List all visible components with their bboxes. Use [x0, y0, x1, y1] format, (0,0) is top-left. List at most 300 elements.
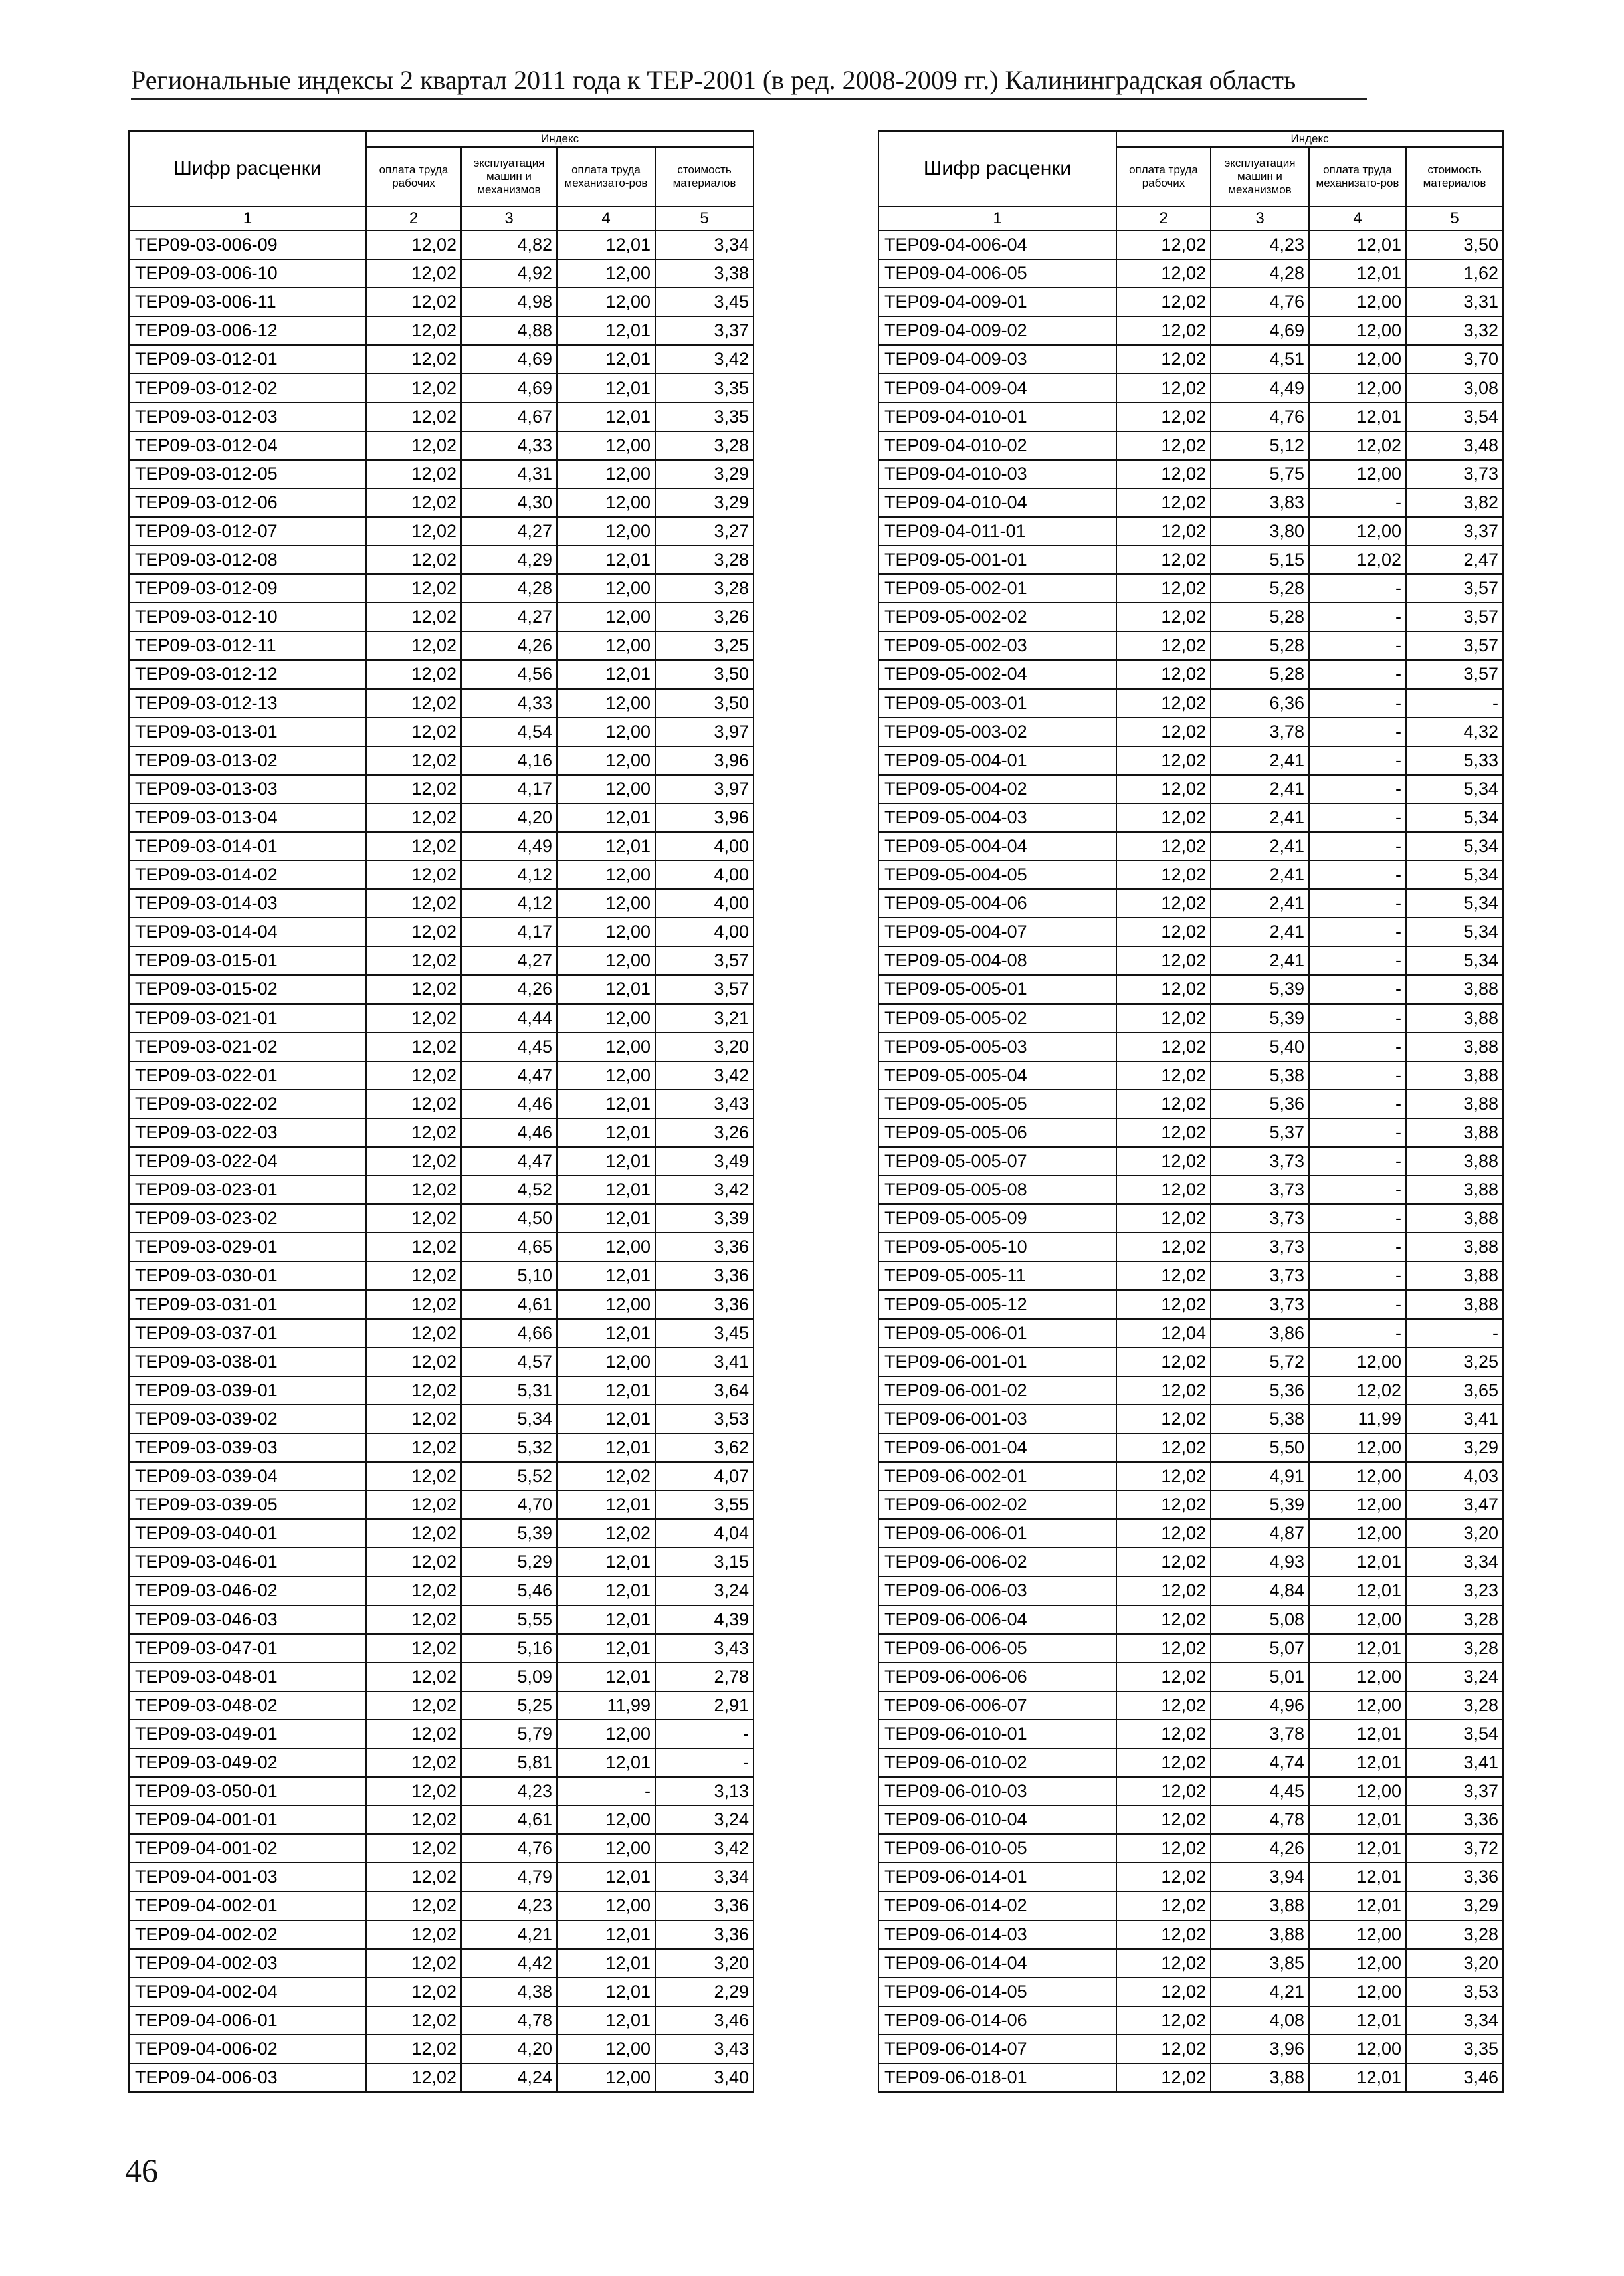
table-row [878, 2006, 1503, 2035]
table-row [878, 1891, 1503, 1920]
materials-index-cell: 3,34 [1406, 1548, 1503, 1576]
machines-index-cell: 5,28 [1211, 660, 1309, 688]
index-table-left [128, 130, 754, 2093]
materials-index-cell: 3,62 [655, 1433, 754, 1462]
materials-index-cell: 3,36 [1406, 1863, 1503, 1891]
machines-index-cell: 4,49 [461, 832, 557, 861]
labor-index-cell: 12,02 [366, 803, 461, 832]
materials-index-cell: 5,34 [1406, 946, 1503, 975]
rate-code-cell: ТЕР09-04-010-01 [878, 403, 1116, 431]
rate-code-cell: ТЕР09-04-001-01 [129, 1806, 366, 1834]
mech-labor-index-cell: 12,01 [557, 1118, 655, 1147]
table-row [129, 574, 754, 603]
mech-labor-index-cell: 12,01 [557, 1634, 655, 1663]
materials-index-cell: 4,03 [1406, 1462, 1503, 1491]
mech-labor-index-cell: - [1309, 1118, 1406, 1147]
machines-index-cell: 4,92 [461, 259, 557, 288]
materials-index-cell: 3,20 [1406, 1949, 1503, 1978]
mech-labor-index-cell: 12,00 [1309, 288, 1406, 316]
materials-index-cell: 3,88 [1406, 1233, 1503, 1261]
table-row [129, 660, 754, 688]
rate-code-cell: ТЕР09-06-006-02 [878, 1548, 1116, 1576]
machines-index-cell: 5,28 [1211, 603, 1309, 631]
machines-index-cell: 5,37 [1211, 1118, 1309, 1147]
machines-index-cell: 4,16 [461, 746, 557, 775]
labor-index-cell: 12,02 [1116, 1033, 1211, 1061]
table-row [878, 1576, 1503, 1605]
mech-labor-index-cell: 12,00 [557, 488, 655, 517]
table-row [878, 259, 1503, 288]
machines-index-cell: 5,38 [1211, 1061, 1309, 1090]
labor-index-cell: 12,02 [1116, 718, 1211, 746]
materials-index-cell: 3,28 [1406, 1605, 1503, 1634]
mech-labor-index-cell: 12,00 [1309, 373, 1406, 402]
machines-index-cell: 5,38 [1211, 1405, 1309, 1433]
labor-index-cell: 12,02 [366, 1233, 461, 1261]
labor-index-cell: 12,02 [1116, 1147, 1211, 1176]
mech-labor-index-cell: - [1309, 718, 1406, 746]
labor-index-cell: 12,02 [366, 1920, 461, 1949]
table-row [878, 889, 1503, 918]
column-number: 5 [1406, 207, 1503, 231]
materials-index-cell: 3,28 [1406, 1920, 1503, 1949]
machines-index-cell: 5,39 [1211, 975, 1309, 1003]
table-row [129, 861, 754, 889]
table-row [129, 231, 754, 259]
rate-code-cell: ТЕР09-06-010-04 [878, 1806, 1116, 1834]
table-row [878, 2035, 1503, 2063]
table-row [878, 918, 1503, 946]
rate-code-cell: ТЕР09-03-006-09 [129, 231, 366, 259]
table-row [878, 1462, 1503, 1491]
materials-index-cell: 3,57 [655, 975, 754, 1003]
table-row [878, 1634, 1503, 1663]
rate-code-cell: ТЕР09-05-006-01 [878, 1319, 1116, 1348]
machines-index-cell: 4,76 [461, 1834, 557, 1863]
table-row [878, 231, 1503, 259]
mech-labor-index-cell: - [1309, 746, 1406, 775]
table-row [129, 1663, 754, 1691]
machines-index-cell: 5,72 [1211, 1348, 1309, 1376]
mech-labor-index-cell: 12,00 [557, 689, 655, 718]
column-number: 3 [461, 207, 557, 231]
mech-labor-index-cell: - [1309, 832, 1406, 861]
labor-index-cell: 12,02 [366, 689, 461, 718]
table-row [129, 1920, 754, 1949]
table-row [129, 1204, 754, 1233]
table-row [129, 1691, 754, 1720]
machines-index-cell: 4,27 [461, 946, 557, 975]
header-mech-labor: оплата труда механизато-ров [1309, 147, 1406, 207]
mech-labor-index-cell: - [1309, 1261, 1406, 1290]
materials-index-cell: 3,28 [655, 546, 754, 574]
rate-code-cell: ТЕР09-06-010-03 [878, 1777, 1116, 1806]
mech-labor-index-cell: 12,00 [557, 861, 655, 889]
machines-index-cell: 4,56 [461, 660, 557, 688]
rate-code-cell: ТЕР09-03-014-02 [129, 861, 366, 889]
machines-index-cell: 4,47 [461, 1147, 557, 1176]
labor-index-cell: 12,02 [366, 1004, 461, 1033]
materials-index-cell: 3,25 [655, 631, 754, 660]
materials-index-cell: 3,65 [1406, 1376, 1503, 1405]
materials-index-cell: 2,91 [655, 1691, 754, 1720]
table-row [878, 574, 1503, 603]
rate-code-cell: ТЕР09-05-004-01 [878, 746, 1116, 775]
column-number: 5 [655, 207, 754, 231]
labor-index-cell: 12,02 [1116, 775, 1211, 803]
machines-index-cell: 4,27 [461, 603, 557, 631]
mech-labor-index-cell: 12,01 [557, 1261, 655, 1290]
machines-index-cell: 5,10 [461, 1261, 557, 1290]
labor-index-cell: 12,02 [366, 1147, 461, 1176]
rate-code-cell: ТЕР09-06-014-04 [878, 1949, 1116, 1978]
rate-code-cell: ТЕР09-05-005-05 [878, 1090, 1116, 1118]
table-row [878, 2063, 1503, 2092]
mech-labor-index-cell: 12,01 [1309, 2006, 1406, 2035]
materials-index-cell: 3,88 [1406, 975, 1503, 1003]
labor-index-cell: 12,02 [1116, 1405, 1211, 1433]
column-numbers-row [129, 207, 754, 231]
table-row [129, 1290, 754, 1318]
materials-index-cell: 3,42 [655, 1834, 754, 1863]
materials-index-cell: 3,21 [655, 1004, 754, 1033]
materials-index-cell: 3,27 [655, 517, 754, 546]
materials-index-cell: 3,28 [1406, 1634, 1503, 1663]
mech-labor-index-cell: 12,00 [557, 631, 655, 660]
mech-labor-index-cell: 12,01 [557, 975, 655, 1003]
table-row [129, 803, 754, 832]
rate-code-cell: ТЕР09-06-006-04 [878, 1605, 1116, 1634]
labor-index-cell: 12,02 [366, 861, 461, 889]
table-row [878, 1176, 1503, 1204]
rate-code-cell: ТЕР09-06-006-06 [878, 1663, 1116, 1691]
materials-index-cell: 3,96 [655, 746, 754, 775]
materials-index-cell: 3,43 [655, 1634, 754, 1663]
table-row [129, 975, 754, 1003]
machines-index-cell: 4,23 [461, 1891, 557, 1920]
mech-labor-index-cell: 12,01 [557, 345, 655, 373]
rate-code-cell: ТЕР09-03-006-10 [129, 259, 366, 288]
table-row [878, 316, 1503, 345]
labor-index-cell: 12,02 [1116, 1920, 1211, 1949]
materials-index-cell: 3,35 [655, 373, 754, 402]
mech-labor-index-cell: 12,00 [557, 746, 655, 775]
header-materials: стоимость материалов [1406, 147, 1503, 207]
machines-index-cell: 5,12 [1211, 431, 1309, 460]
labor-index-cell: 12,02 [1116, 1118, 1211, 1147]
materials-index-cell: 3,20 [1406, 1519, 1503, 1548]
rate-code-cell: ТЕР09-06-001-03 [878, 1405, 1116, 1433]
rate-code-cell: ТЕР09-04-001-03 [129, 1863, 366, 1891]
mech-labor-index-cell: 12,00 [557, 2063, 655, 2092]
labor-index-cell: 12,02 [366, 1433, 461, 1462]
table-row [878, 546, 1503, 574]
rate-code-cell: ТЕР09-06-014-05 [878, 1978, 1116, 2006]
materials-index-cell: 3,88 [1406, 1290, 1503, 1318]
machines-index-cell: 3,73 [1211, 1176, 1309, 1204]
machines-index-cell: 4,29 [461, 546, 557, 574]
header-materials: стоимость материалов [655, 147, 754, 207]
rate-code-cell: ТЕР09-04-002-04 [129, 1978, 366, 2006]
labor-index-cell: 12,02 [366, 1176, 461, 1204]
labor-index-cell: 12,02 [366, 403, 461, 431]
machines-index-cell: 4,38 [461, 1978, 557, 2006]
materials-index-cell: 3,40 [655, 2063, 754, 2092]
mech-labor-index-cell: 12,00 [1309, 1462, 1406, 1491]
labor-index-cell: 12,02 [366, 2063, 461, 2092]
machines-index-cell: 4,45 [461, 1033, 557, 1061]
table-row [878, 1405, 1503, 1433]
machines-index-cell: 2,41 [1211, 832, 1309, 861]
labor-index-cell: 12,02 [1116, 1834, 1211, 1863]
materials-index-cell: 3,38 [655, 259, 754, 288]
machines-index-cell: 3,88 [1211, 1891, 1309, 1920]
mech-labor-index-cell: 12,01 [1309, 1720, 1406, 1748]
rate-code-cell: ТЕР09-03-039-03 [129, 1433, 366, 1462]
machines-index-cell: 4,12 [461, 889, 557, 918]
materials-index-cell: 3,41 [655, 1348, 754, 1376]
machines-index-cell: 5,55 [461, 1605, 557, 1634]
materials-index-cell: 3,42 [655, 1061, 754, 1090]
table-row [129, 1634, 754, 1663]
machines-index-cell: 4,46 [461, 1118, 557, 1147]
materials-index-cell: 3,36 [655, 1290, 754, 1318]
table-row [878, 746, 1503, 775]
rate-code-cell: ТЕР09-05-005-04 [878, 1061, 1116, 1090]
machines-index-cell: 5,31 [461, 1376, 557, 1405]
machines-index-cell: 4,20 [461, 2035, 557, 2063]
labor-index-cell: 12,02 [1116, 1519, 1211, 1548]
machines-index-cell: 4,66 [461, 1319, 557, 1348]
machines-index-cell: 5,16 [461, 1634, 557, 1663]
machines-index-cell: 4,61 [461, 1806, 557, 1834]
rate-code-cell: ТЕР09-05-005-02 [878, 1004, 1116, 1033]
mech-labor-index-cell: - [1309, 889, 1406, 918]
mech-labor-index-cell: - [1309, 1233, 1406, 1261]
rate-code-cell: ТЕР09-03-022-02 [129, 1090, 366, 1118]
machines-index-cell: 5,36 [1211, 1376, 1309, 1405]
materials-index-cell: 3,57 [1406, 631, 1503, 660]
column-number: 4 [1309, 207, 1406, 231]
labor-index-cell: 12,02 [1116, 1748, 1211, 1777]
materials-index-cell: 5,34 [1406, 889, 1503, 918]
materials-index-cell: 3,36 [655, 1261, 754, 1290]
rate-code-cell: ТЕР09-03-048-01 [129, 1663, 366, 1691]
labor-index-cell: 12,02 [1116, 1978, 1211, 2006]
machines-index-cell: 4,24 [461, 2063, 557, 2092]
table-row [878, 1348, 1503, 1376]
materials-index-cell: 3,43 [655, 1090, 754, 1118]
rate-code-cell: ТЕР09-04-006-05 [878, 259, 1116, 288]
table-row [129, 1891, 754, 1920]
rate-code-cell: ТЕР09-03-012-02 [129, 373, 366, 402]
table-row [129, 1519, 754, 1548]
labor-index-cell: 12,02 [1116, 517, 1211, 546]
column-number: 1 [129, 207, 366, 231]
labor-index-cell: 12,02 [366, 1090, 461, 1118]
materials-index-cell: 3,41 [1406, 1748, 1503, 1777]
table-row [878, 1834, 1503, 1863]
table-row [129, 373, 754, 402]
table-row [129, 1548, 754, 1576]
materials-index-cell: 3,82 [1406, 488, 1503, 517]
labor-index-cell: 12,02 [1116, 1806, 1211, 1834]
materials-index-cell: 3,88 [1406, 1118, 1503, 1147]
labor-index-cell: 12,02 [366, 546, 461, 574]
machines-index-cell: 3,80 [1211, 517, 1309, 546]
rate-code-cell: ТЕР09-05-002-04 [878, 660, 1116, 688]
materials-index-cell: 3,49 [655, 1147, 754, 1176]
rate-code-cell: ТЕР09-03-012-09 [129, 574, 366, 603]
rate-code-cell: ТЕР09-04-010-03 [878, 460, 1116, 488]
mech-labor-index-cell: 12,02 [1309, 431, 1406, 460]
rate-code-cell: ТЕР09-03-050-01 [129, 1777, 366, 1806]
labor-index-cell: 12,02 [366, 1405, 461, 1433]
table-row [878, 517, 1503, 546]
rate-code-cell: ТЕР09-03-040-01 [129, 1519, 366, 1548]
materials-index-cell: - [655, 1720, 754, 1748]
mech-labor-index-cell: 12,00 [557, 517, 655, 546]
machines-index-cell: 4,91 [1211, 1462, 1309, 1491]
machines-index-cell: 4,23 [461, 1777, 557, 1806]
page-number: 46 [125, 2152, 158, 2189]
labor-index-cell: 12,02 [366, 1806, 461, 1834]
mech-labor-index-cell: 12,01 [557, 1605, 655, 1634]
machines-index-cell: 5,81 [461, 1748, 557, 1777]
machines-index-cell: 4,74 [1211, 1748, 1309, 1777]
labor-index-cell: 12,02 [366, 1777, 461, 1806]
labor-index-cell: 12,02 [1116, 832, 1211, 861]
labor-index-cell: 12,02 [1116, 259, 1211, 288]
mech-labor-index-cell: 12,01 [1309, 1548, 1406, 1576]
table-row [129, 775, 754, 803]
table-row [129, 1576, 754, 1605]
table-row [129, 1118, 754, 1147]
column-numbers-row [878, 207, 1503, 231]
mech-labor-index-cell: 12,01 [557, 373, 655, 402]
mech-labor-index-cell: 12,00 [557, 1290, 655, 1318]
table-row [129, 1004, 754, 1033]
mech-labor-index-cell: 12,00 [557, 1834, 655, 1863]
mech-labor-index-cell: 12,01 [1309, 231, 1406, 259]
labor-index-cell: 12,02 [366, 1462, 461, 1491]
rate-code-cell: ТЕР09-05-005-03 [878, 1033, 1116, 1061]
table-row [129, 1405, 754, 1433]
rate-code-cell: ТЕР09-03-021-01 [129, 1004, 366, 1033]
rate-code-cell: ТЕР09-03-012-08 [129, 546, 366, 574]
table-row [878, 832, 1503, 861]
mech-labor-index-cell: - [1309, 975, 1406, 1003]
index-table-right [878, 130, 1504, 2093]
machines-index-cell: 4,12 [461, 861, 557, 889]
materials-index-cell: 3,54 [1406, 1720, 1503, 1748]
materials-index-cell: 3,48 [1406, 431, 1503, 460]
mech-labor-index-cell: 12,00 [557, 1061, 655, 1090]
materials-index-cell: 4,07 [655, 1462, 754, 1491]
table-row [878, 689, 1503, 718]
mech-labor-index-cell: 12,00 [1309, 1433, 1406, 1462]
table-row [878, 1720, 1503, 1748]
table-row [129, 1777, 754, 1806]
mech-labor-index-cell: 12,01 [1309, 1576, 1406, 1605]
mech-labor-index-cell: 12,01 [557, 1576, 655, 1605]
rate-code-cell: ТЕР09-03-021-02 [129, 1033, 366, 1061]
machines-index-cell: 4,51 [1211, 345, 1309, 373]
machines-index-cell: 2,41 [1211, 775, 1309, 803]
table-row [878, 1949, 1503, 1978]
rate-code-cell: ТЕР09-06-014-06 [878, 2006, 1116, 2035]
table-row [878, 975, 1503, 1003]
labor-index-cell: 12,02 [366, 631, 461, 660]
rate-code-cell: ТЕР09-04-002-02 [129, 1920, 366, 1949]
rate-code-cell: ТЕР09-04-006-02 [129, 2035, 366, 2063]
materials-index-cell: 3,97 [655, 775, 754, 803]
table-row [878, 288, 1503, 316]
machines-index-cell: 4,28 [1211, 259, 1309, 288]
rate-code-cell: ТЕР09-06-010-05 [878, 1834, 1116, 1863]
materials-index-cell: 3,31 [1406, 288, 1503, 316]
table-header [129, 131, 754, 207]
rate-code-cell: ТЕР09-03-039-05 [129, 1491, 366, 1519]
materials-index-cell: 3,34 [655, 1863, 754, 1891]
table-header [878, 131, 1503, 207]
table-row [878, 1433, 1503, 1462]
rate-code-cell: ТЕР09-03-023-01 [129, 1176, 366, 1204]
machines-index-cell: 4,45 [1211, 1777, 1309, 1806]
machines-index-cell: 4,69 [461, 373, 557, 402]
mech-labor-index-cell: 12,01 [557, 1176, 655, 1204]
machines-index-cell: 4,47 [461, 1061, 557, 1090]
mech-labor-index-cell: 12,00 [557, 718, 655, 746]
labor-index-cell: 12,02 [366, 1949, 461, 1978]
rate-code-cell: ТЕР09-03-012-03 [129, 403, 366, 431]
materials-index-cell: - [655, 1748, 754, 1777]
mech-labor-index-cell: - [1309, 1061, 1406, 1090]
rate-code-cell: ТЕР09-05-003-01 [878, 689, 1116, 718]
rate-code-cell: ТЕР09-05-005-09 [878, 1204, 1116, 1233]
rate-code-cell: ТЕР09-03-029-01 [129, 1233, 366, 1261]
labor-index-cell: 12,02 [1116, 918, 1211, 946]
materials-index-cell: 3,20 [655, 1949, 754, 1978]
mech-labor-index-cell: 12,00 [557, 889, 655, 918]
machines-index-cell: 2,41 [1211, 746, 1309, 775]
rate-code-cell: ТЕР09-06-001-04 [878, 1433, 1116, 1462]
rate-code-cell: ТЕР09-04-010-02 [878, 431, 1116, 460]
labor-index-cell: 12,02 [366, 746, 461, 775]
materials-index-cell: 3,35 [1406, 2035, 1503, 2063]
rate-code-cell: ТЕР09-03-012-06 [129, 488, 366, 517]
rate-code-cell: ТЕР09-06-014-01 [878, 1863, 1116, 1891]
machines-index-cell: 3,85 [1211, 1949, 1309, 1978]
materials-index-cell: 3,50 [1406, 231, 1503, 259]
mech-labor-index-cell: 12,00 [1309, 1491, 1406, 1519]
labor-index-cell: 12,02 [366, 1319, 461, 1348]
materials-index-cell: 3,29 [655, 488, 754, 517]
rate-code-cell: ТЕР09-03-012-01 [129, 345, 366, 373]
table-row [129, 1720, 754, 1748]
mech-labor-index-cell: 12,01 [557, 1147, 655, 1176]
labor-index-cell: 12,02 [1116, 316, 1211, 345]
materials-index-cell: 5,33 [1406, 746, 1503, 775]
materials-index-cell: 3,28 [1406, 1691, 1503, 1720]
labor-index-cell: 12,02 [366, 1290, 461, 1318]
rate-code-cell: ТЕР09-03-039-04 [129, 1462, 366, 1491]
header-labor: оплата труда рабочих [366, 147, 461, 207]
materials-index-cell: - [1406, 689, 1503, 718]
table-row [129, 689, 754, 718]
rate-code-cell: ТЕР09-03-047-01 [129, 1634, 366, 1663]
machines-index-cell: 4,26 [461, 631, 557, 660]
